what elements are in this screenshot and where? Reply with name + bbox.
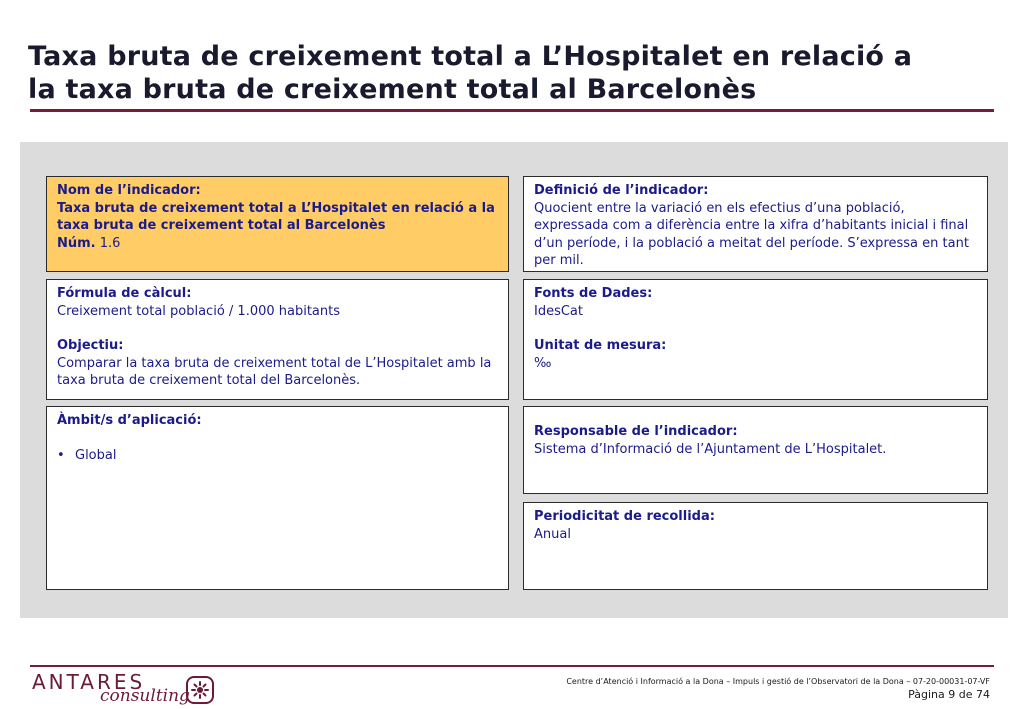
company-logo-subtitle: consulting — [100, 686, 190, 706]
indicator-definition-box — [523, 176, 988, 272]
responsible-box — [523, 406, 988, 494]
bullet-icon: • — [57, 447, 65, 463]
indicator-number — [57, 235, 498, 253]
indicator-panel — [20, 142, 1008, 618]
company-logo-icon — [184, 674, 216, 706]
objective-label: Objectiu: — [57, 338, 124, 353]
periodicity-label: Periodicitat de recollida: — [534, 509, 715, 524]
scope-item — [57, 447, 498, 465]
page-number: Pàgina 9 de 74 — [908, 688, 990, 701]
scope-item-label: Global — [75, 447, 117, 463]
responsible-value: Sistema d’Informació de l’Ajuntament de L’Hospitalet. — [534, 441, 887, 457]
responsible-label: Responsable de l’indicador: — [534, 424, 738, 439]
formula-value: Creixement total població / 1.000 habitants — [57, 303, 341, 319]
indicator-name-label: Nom de l’indicador: — [57, 183, 201, 198]
periodicity-value: Anual — [534, 526, 571, 542]
title-line-2: la taxa bruta de creixement total al Barcelonès — [28, 74, 757, 105]
definition-label: Definició de l’indicador: — [534, 183, 709, 198]
indicator-number-value: 1.6 — [99, 235, 121, 251]
footer-divider — [30, 665, 994, 667]
title-line-1: Taxa bruta de creixement total a L’Hospitalet en relació a — [28, 41, 913, 72]
indicator-number-label: Núm. — [57, 235, 96, 251]
title-divider — [30, 109, 994, 112]
unit-label: Unitat de mesura: — [534, 338, 667, 353]
document-reference: Centre d’Atenció i Informació a la Dona – Impuls i gestió de l’Observatori de la Dona – 07-20-00031-07-VF — [566, 677, 990, 686]
unit-value: ‰ — [534, 355, 552, 371]
data-sources-label: Fonts de Dades: — [534, 286, 653, 301]
objective-value: Comparar la taxa bruta de creixement total de L’Hospitalet amb la taxa bruta de creixement total del Barcelonès. — [57, 355, 492, 388]
formula-label: Fórmula de càlcul: — [57, 286, 192, 301]
data-sources-value: IdesCat — [534, 303, 583, 319]
indicator-name-value: Taxa bruta de creixement total a L’Hospitalet en relació a la taxa bruta de creixement total al Barcelonès — [57, 200, 495, 233]
indicator-name-box — [46, 176, 509, 272]
company-logo-wordmark: ANTARES — [32, 670, 146, 694]
formula-box — [46, 279, 509, 400]
scope-label: Àmbit/s d’aplicació: — [57, 413, 202, 428]
page-title — [28, 40, 998, 106]
periodicity-box — [523, 502, 988, 590]
data-sources-box — [523, 279, 988, 400]
definition-value: Quocient entre la variació en els efectius d’una població, expressada com a diferència entre la xifra d’habitants inicial i final d’un període, i la població a meitat del període. S’expressa en tant per mil. — [534, 200, 969, 268]
scope-box — [46, 406, 509, 590]
